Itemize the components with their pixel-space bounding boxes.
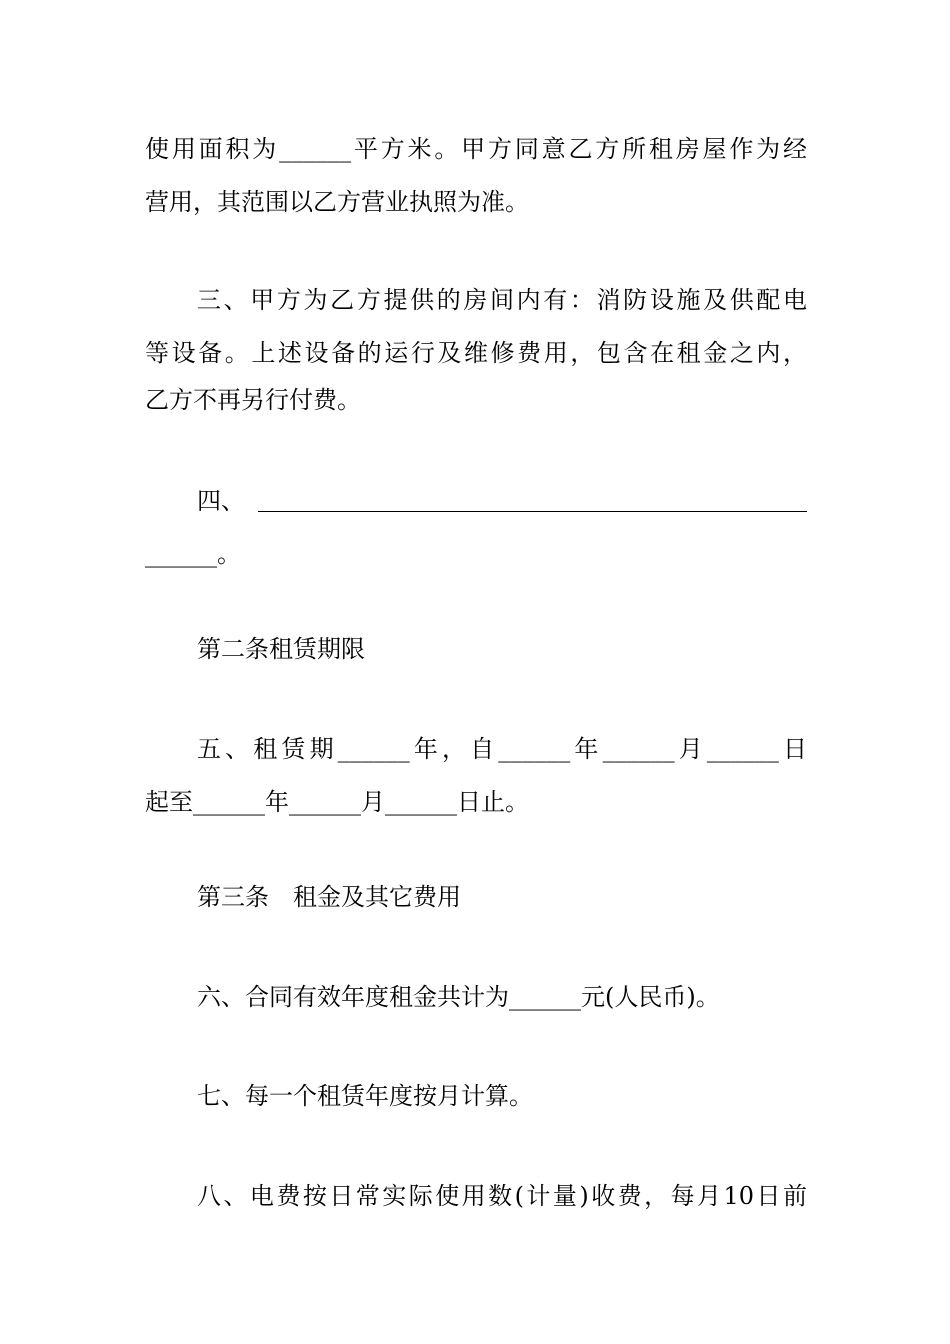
paragraph-line: 乙方不再另行付费。 (145, 386, 361, 414)
section-heading: 第二条租赁期限 (197, 635, 365, 663)
clause-five-line: 五、租赁期______年，自______年______月______日 (197, 735, 807, 763)
clause-six-line: 六、合同有效年度租金共计为______元(人民币)。 (197, 983, 720, 1011)
clause-eight-line: 八、电费按日常实际使用数(计量)收费，每月10日前 (197, 1182, 807, 1210)
paragraph-line: 起至______年______月______日止。 (145, 788, 529, 816)
blank-rule (258, 511, 807, 512)
clause-three-line: 三、甲方为乙方提供的房间内有：消防设施及供配电 (197, 286, 807, 314)
paragraph-line: 营用，其范围以乙方营业执照为准。 (145, 188, 529, 216)
clause-seven-line: 七、每一个租赁年度按月计算。 (197, 1082, 533, 1110)
paragraph-line: ______。 (145, 540, 241, 568)
paragraph-line: 使用面积为______平方米。甲方同意乙方所租房屋作为经 (145, 135, 807, 163)
section-heading: 第三条 租金及其它费用 (197, 883, 461, 911)
paragraph-line: 等设备。上述设备的运行及维修费用，包含在租金之内， (145, 339, 807, 367)
clause-four-label: 四、 (197, 487, 245, 515)
